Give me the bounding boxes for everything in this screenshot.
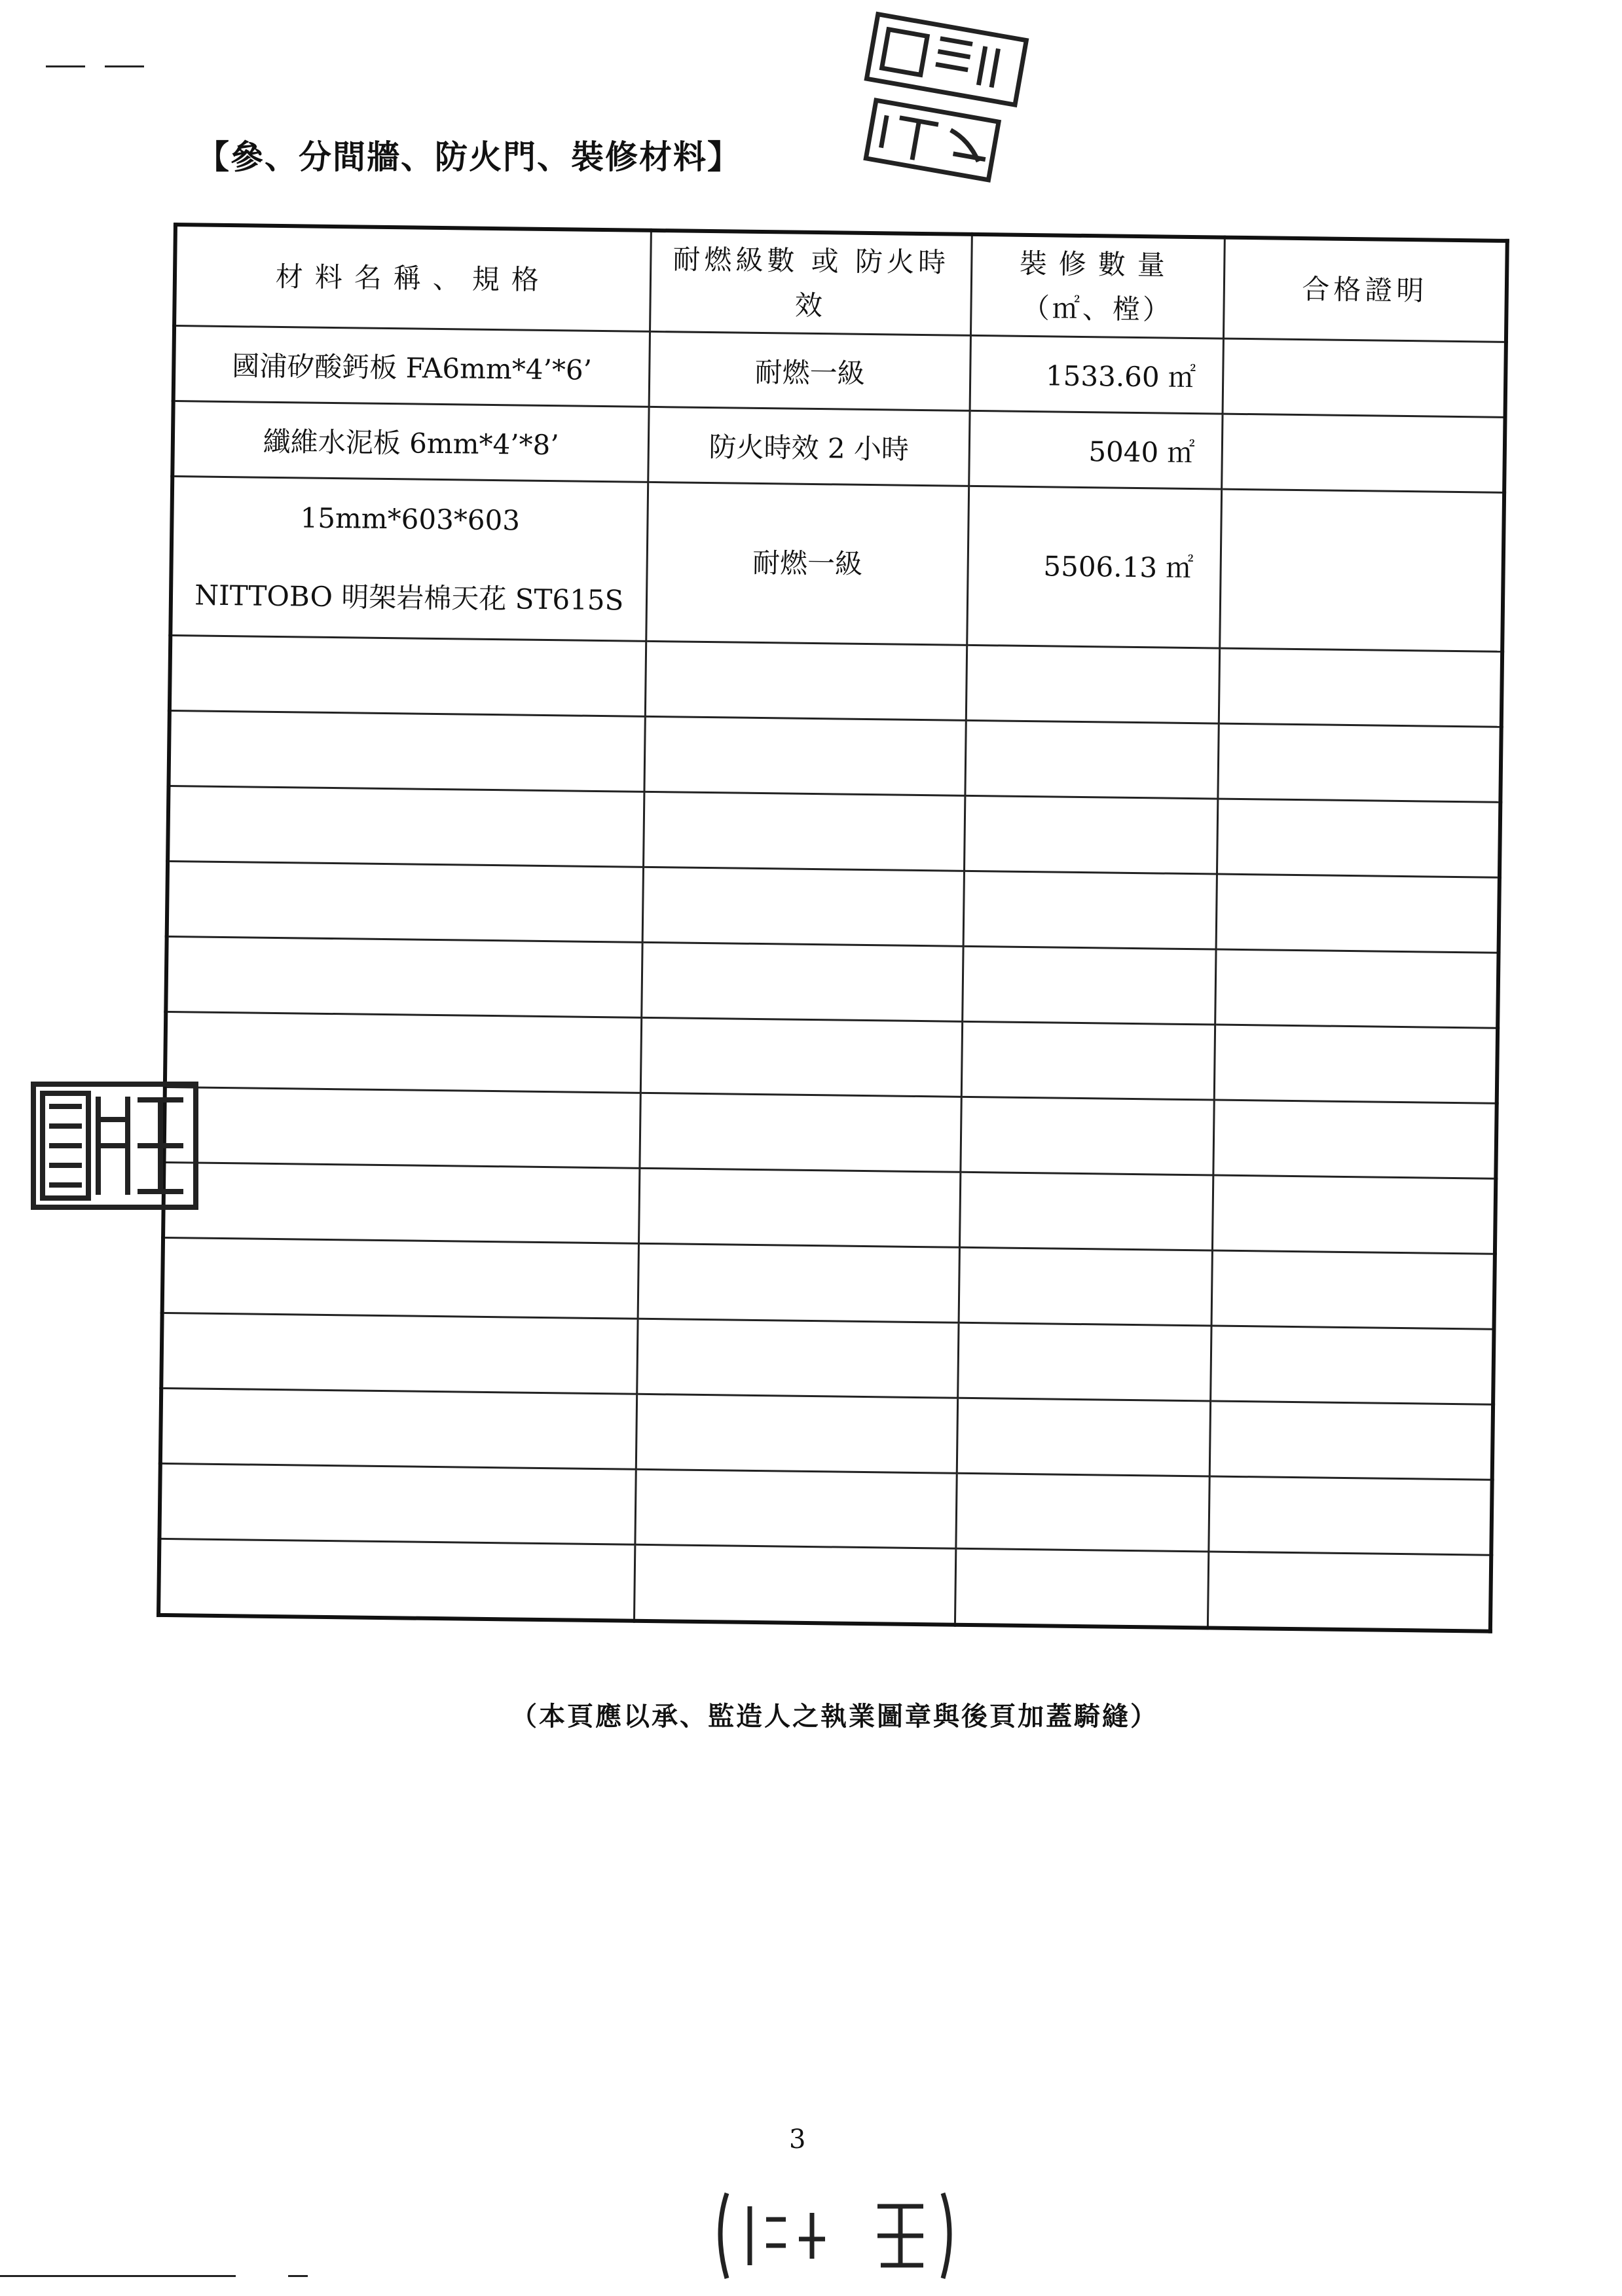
empty-cell [959,1247,1212,1326]
empty-cell [961,1021,1215,1100]
cell-quantity: 5040 ㎡ [969,410,1223,489]
empty-cell [956,1473,1209,1552]
empty-cell [158,1539,635,1620]
empty-cell [162,1237,638,1319]
empty-cell [635,1469,957,1548]
empty-cell [1211,1250,1495,1329]
empty-cell [645,641,967,720]
empty-cell [963,946,1216,1025]
header-certificate: 合格證明 [1223,238,1507,342]
cell-material-name [170,477,648,642]
empty-cell [1213,1100,1497,1178]
empty-cell [1219,648,1502,727]
cell-material-name: 國浦矽酸鈣板 FA6mm*4’*6’ [174,326,650,407]
cell-material-name: 纖維水泥板 6mm*4’*8’ [172,401,648,483]
empty-cell [161,1313,637,1394]
scan-mark [46,65,85,67]
empty-cell [640,1017,963,1097]
empty-cell [961,1097,1214,1175]
empty-cell [167,861,643,942]
cell-quantity: 1533.60 ㎡ [970,335,1223,414]
empty-cell [168,786,644,867]
empty-cell [640,1093,962,1172]
empty-cell [641,942,963,1021]
empty-cell [1209,1476,1492,1555]
city-seal-stamp [714,2180,956,2285]
page-number: 3 [789,2124,806,2155]
empty-cell [165,1011,641,1093]
header-material-name: 材料名稱、規格 [174,225,651,331]
empty-cell [636,1319,959,1398]
empty-cell [168,710,644,792]
materials-table [157,223,1509,1633]
empty-cell [1216,874,1500,953]
empty-cell [163,1162,639,1243]
empty-cell [958,1322,1211,1401]
cell-fire-rating: 耐燃一級 [646,482,968,645]
empty-cell [955,1548,1209,1628]
table-header-row [174,225,1507,342]
section-title: 【參、分間牆、防火門、裝修材料】 [196,137,741,176]
empty-cell [965,720,1219,799]
empty-cell [1210,1326,1494,1404]
empty-cell [638,1168,961,1247]
empty-cell [638,1243,960,1322]
empty-cell [963,871,1217,949]
empty-cell [1218,723,1502,802]
empty-cell [965,795,1218,874]
header-fire-rating: 耐燃級數 或 防火時效 [650,230,972,335]
header-quantity [971,234,1225,338]
header-quantity-unit: （㎡、樘） [1022,291,1173,326]
empty-cell [957,1398,1210,1476]
empty-cell [1212,1175,1496,1254]
table-body [158,326,1506,1631]
cell-material-product: NITTOBO 明架岩棉天花 ST615S [194,579,624,617]
empty-cell [1217,799,1500,877]
cell-quantity: 5506.13 ㎡ [967,486,1222,648]
cell-certificate [1221,414,1505,492]
official-seal-stamp [838,0,1041,197]
table-row-empty [158,1539,1491,1631]
empty-cell [170,635,646,716]
empty-cell [644,716,967,795]
empty-cell [1207,1552,1491,1631]
cell-material-spec: 15mm*603*603 [300,501,521,537]
empty-cell [1209,1401,1493,1480]
empty-cell [159,1463,635,1544]
cell-fire-rating: 耐燃一級 [649,331,971,410]
scan-mark [288,2275,308,2277]
empty-cell [960,1172,1213,1250]
scan-mark [0,2275,236,2277]
scan-mark [105,65,144,67]
footnote: （本頁應以承、監造人之執業圖章與後頁加蓋騎縫） [511,1701,1158,1732]
empty-cell [1214,1025,1498,1103]
architect-seal-stamp [29,1080,200,1211]
cell-certificate [1223,338,1506,417]
empty-cell [643,792,965,871]
cell-fire-rating: 防火時效 2 小時 [648,407,970,486]
empty-cell [636,1394,958,1473]
empty-cell [966,645,1219,723]
empty-cell [160,1388,636,1469]
header-quantity-label: 裝修數量 [1019,247,1177,282]
empty-cell [634,1544,956,1624]
cell-certificate [1219,489,1504,651]
empty-cell [166,936,642,1017]
empty-cell [164,1087,640,1168]
empty-cell [642,867,965,946]
table-row [170,477,1504,652]
empty-cell [1215,949,1498,1028]
